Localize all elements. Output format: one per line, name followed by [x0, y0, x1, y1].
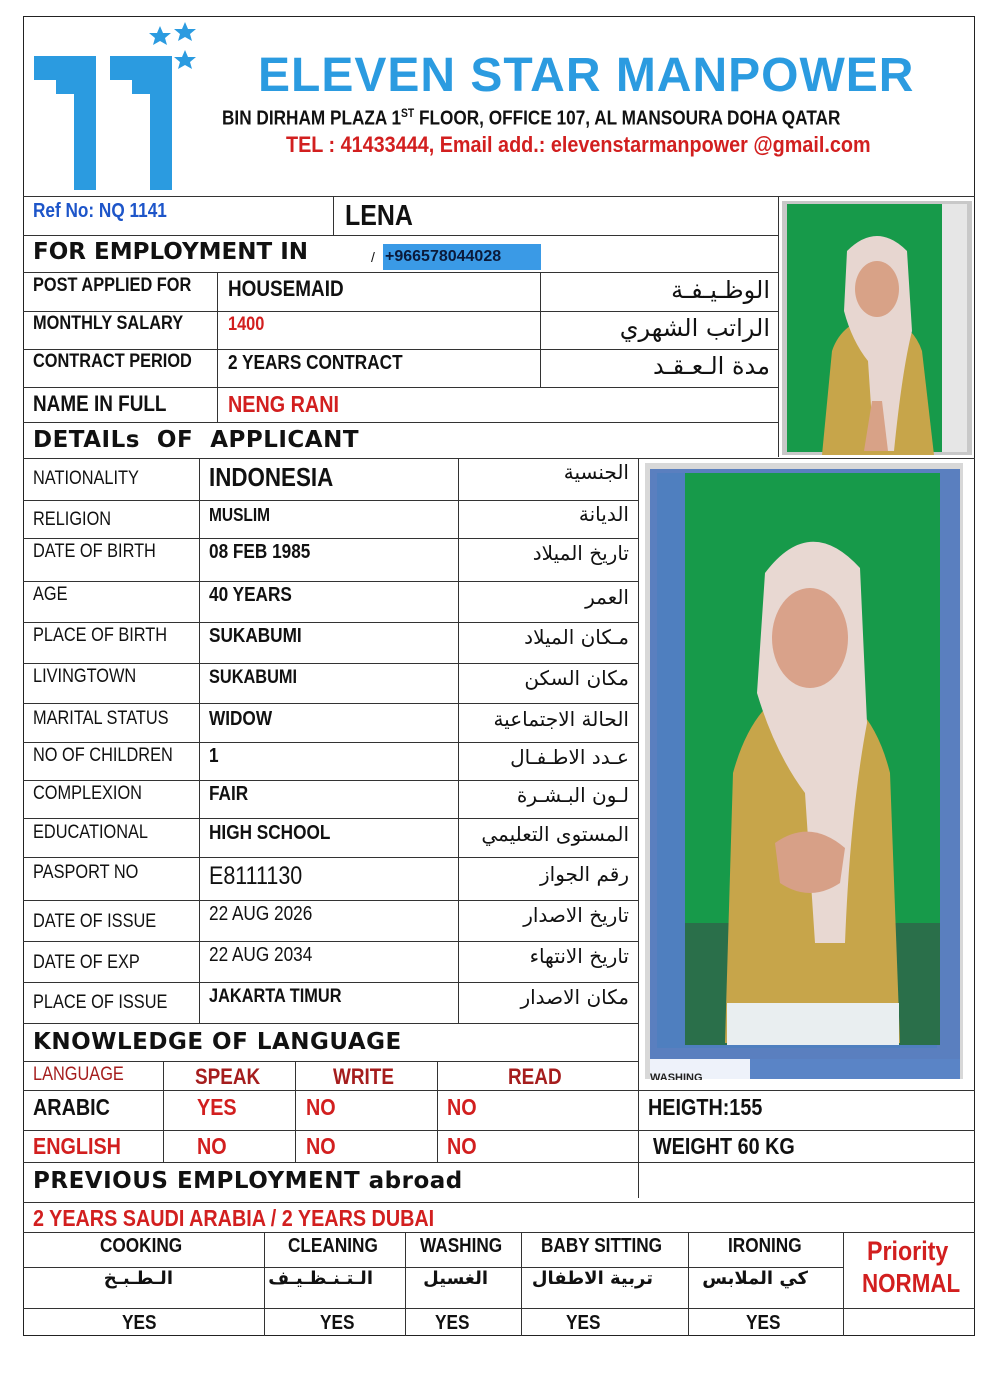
religion-arabic: الديانة [578, 502, 629, 526]
lang-col-3 [437, 1061, 438, 1162]
line-skills-yes [23, 1308, 975, 1309]
weight-value: WEIGHT 60 KG [653, 1133, 795, 1159]
issue-place-value: JAKARTA TIMUR [209, 986, 342, 1007]
lang-english-name: ENGLISH [33, 1133, 121, 1159]
top-col-divider-2 [540, 272, 541, 387]
line-salary [23, 311, 778, 312]
post-arabic: الوظـيـفـة [671, 276, 770, 304]
nationality-label: NATIONALITY [33, 468, 139, 489]
lang-col-1 [163, 1061, 164, 1162]
marital-value: WIDOW [209, 708, 273, 730]
line-lang-row2 [23, 1130, 975, 1131]
employment-phone: +966578044028 [383, 244, 541, 270]
issue-place-arabic: مكان الاصدار [520, 985, 629, 1009]
passport-value: E8111130 [209, 862, 303, 890]
address-part-1: BIN DIRHAM PLAZA 1 [222, 107, 402, 130]
skill-cooking-value: YES [122, 1312, 157, 1334]
details-col-2 [458, 458, 459, 1024]
passport-arabic: رقم الجواز [540, 862, 629, 886]
details-row-line [23, 818, 638, 819]
nationality-value: INDONESIA [209, 462, 334, 492]
line-details-heading [23, 422, 778, 423]
contract-value: 2 YEARS CONTRACT [228, 352, 403, 374]
details-row-line [23, 742, 638, 743]
age-value: 40 YEARS [209, 584, 292, 606]
details-row-line [23, 500, 638, 501]
ref-divider [333, 196, 334, 235]
complexion-value: FAIR [209, 783, 249, 805]
height-value: HEIGTH:155 [648, 1094, 763, 1120]
children-label: NO OF CHILDREN [33, 745, 173, 766]
marital-label: MARITAL STATUS [33, 708, 169, 729]
lang-english-read: NO [447, 1133, 477, 1159]
lang-arabic-write: NO [306, 1094, 336, 1120]
passport-label: PASPORT NO [33, 862, 139, 883]
skills-col-4 [688, 1232, 689, 1336]
lang-header-speak: SPEAK [195, 1064, 261, 1089]
contract-label: CONTRACT PERIOD [33, 351, 192, 372]
livingtown-value: SUKABUMI [209, 667, 298, 688]
details-row-line [23, 581, 638, 582]
skill-cleaning-value: YES [320, 1312, 355, 1334]
birthplace-label: PLACE OF BIRTH [33, 625, 168, 646]
details-row-line [23, 703, 638, 704]
language-heading: KNOWLEDGE OF LANGUAGE [33, 1029, 402, 1055]
dob-arabic: تاريخ الميلاد [532, 541, 629, 565]
contract-arabic: مدة الـعـقـد [652, 352, 770, 380]
education-arabic: المستوى التعليمي [481, 822, 629, 846]
education-value: HIGH SCHOOL [209, 822, 331, 844]
issue-place-label: PLACE OF ISSUE [33, 992, 168, 1013]
line-previous-heading [23, 1162, 975, 1163]
details-heading: DETAILs OF APPLICANT [33, 427, 360, 453]
line-name [23, 387, 778, 388]
details-row-line [23, 538, 638, 539]
skill-ironing-label: IRONING [728, 1235, 802, 1257]
details-row-line [23, 857, 638, 858]
skill-cleaning-label: CLEANING [288, 1235, 378, 1257]
birthplace-arabic: مـكان الميلاد [524, 625, 629, 649]
line-previous-value [23, 1202, 975, 1203]
top-col-divider-1 [217, 272, 218, 422]
company-name: ELEVEN STAR MANPOWER [258, 49, 915, 102]
photo-caption: WASHING [650, 1072, 703, 1080]
marital-arabic: الحالة الاجتماعية [493, 707, 629, 731]
top-right-edge [778, 196, 779, 457]
ref-number: Ref No: NQ 1141 [33, 200, 167, 222]
line-language-header [23, 1061, 638, 1062]
children-arabic: عـدد الاطـفـال [510, 745, 629, 769]
expiry-date-arabic: تاريخ الانتهاء [529, 944, 629, 968]
lang-arabic-speak: YES [197, 1094, 237, 1120]
details-top-line [23, 458, 975, 459]
skills-col-1 [264, 1232, 265, 1336]
employment-separator: / [371, 249, 375, 265]
post-label: POST APPLIED FOR [33, 275, 192, 296]
details-row-line [23, 780, 638, 781]
details-row-line [23, 622, 638, 623]
skill-babysitting-value: YES [566, 1312, 601, 1334]
priority-label: Priority [867, 1236, 949, 1266]
line-language-heading [23, 1023, 638, 1024]
livingtown-arabic: مكان السكن [524, 666, 629, 690]
details-row-line [23, 900, 638, 901]
skills-col-5 [843, 1232, 844, 1336]
skill-ironing-value: YES [746, 1312, 781, 1334]
skill-cleaning-arabic: الـتـنـظـيـف [268, 1268, 373, 1289]
salary-arabic: الراتب الشهري [619, 314, 770, 342]
priority-value: NORMAL [862, 1268, 961, 1298]
skill-babysitting-arabic: تربية الاطفال [531, 1268, 653, 1289]
lang-arabic-name: ARABIC [33, 1094, 110, 1120]
issue-date-label: DATE OF ISSUE [33, 911, 157, 932]
applicant-photo-large [645, 463, 963, 1079]
header-divider [23, 196, 975, 197]
lang-header-read: READ [508, 1064, 562, 1089]
lang-arabic-read: NO [447, 1094, 477, 1120]
details-row-line [23, 941, 638, 942]
skill-washing-arabic: الغسيل [423, 1268, 488, 1289]
complexion-arabic: لـون البـشـرة [516, 783, 629, 807]
employment-label: FOR EMPLOYMENT IN [33, 239, 309, 265]
skills-col-2 [405, 1232, 406, 1336]
skills-col-3 [521, 1232, 522, 1336]
salary-label: MONTHLY SALARY [33, 313, 184, 334]
nationality-arabic: الجنسية [563, 460, 629, 484]
education-label: EDUCATIONAL [33, 822, 149, 843]
livingtown-label: LIVINGTOWN [33, 666, 137, 687]
lang-english-write: NO [306, 1133, 336, 1159]
skill-babysitting-label: BABY SITTING [541, 1235, 663, 1257]
company-contact: TEL : 41433444, Email add.: elevenstarmanpower @gmail.com [286, 132, 871, 157]
previous-value: 2 YEARS SAUDI ARABIA / 2 YEARS DUBAI [33, 1205, 435, 1231]
applicant-photo-small [782, 201, 972, 455]
expiry-date-label: DATE OF EXP [33, 952, 140, 973]
lang-header-write: WRITE [333, 1064, 394, 1089]
details-row-line [23, 982, 638, 983]
post-value: HOUSEMAID [228, 276, 344, 301]
skill-cooking-label: COOKING [100, 1235, 183, 1257]
skill-washing-label: WASHING [420, 1235, 503, 1257]
skill-washing-value: YES [435, 1312, 470, 1334]
name-value: NENG RANI [228, 391, 339, 417]
lang-english-speak: NO [197, 1133, 227, 1159]
skill-cooking-arabic: الـطـبـخ [103, 1268, 173, 1289]
address-superscript: ST [401, 106, 415, 120]
previous-heading: PREVIOUS EMPLOYMENT abroad [33, 1168, 463, 1194]
complexion-label: COMPLEXION [33, 783, 142, 804]
age-label: AGE [33, 584, 68, 605]
issue-date-arabic: تاريخ الاصدار [523, 903, 629, 927]
short-name: LENA [345, 200, 413, 232]
line-contract [23, 349, 778, 350]
address-part-2: FLOOR, OFFICE 107, AL MANSOURA DOHA QATAR [414, 107, 841, 130]
lang-header-language: LANGUAGE [33, 1064, 124, 1085]
issue-date-value: 22 AUG 2026 [209, 903, 313, 925]
company-logo [30, 22, 205, 194]
name-label: NAME IN FULL [33, 391, 167, 416]
birthplace-value: SUKABUMI [209, 625, 302, 647]
dob-value: 08 FEB 1985 [209, 541, 311, 563]
religion-value: MUSLIM [209, 505, 271, 525]
age-arabic: العمر [585, 585, 629, 609]
details-col-1 [199, 458, 200, 1024]
salary-value: 1400 [228, 314, 265, 335]
expiry-date-value: 22 AUG 2034 [209, 944, 313, 966]
lang-col-2 [295, 1061, 296, 1162]
line-employment-top [23, 235, 778, 236]
line-post [23, 272, 778, 273]
line-skills-top [23, 1232, 975, 1233]
details-col-3 [638, 458, 639, 1198]
details-row-line [23, 663, 638, 664]
religion-label: RELIGION [33, 509, 112, 530]
skill-ironing-arabic: كي الملابس [702, 1268, 808, 1289]
company-address [222, 106, 840, 131]
children-value: 1 [209, 745, 219, 767]
dob-label: DATE OF BIRTH [33, 541, 156, 562]
line-lang-row1 [23, 1090, 975, 1091]
